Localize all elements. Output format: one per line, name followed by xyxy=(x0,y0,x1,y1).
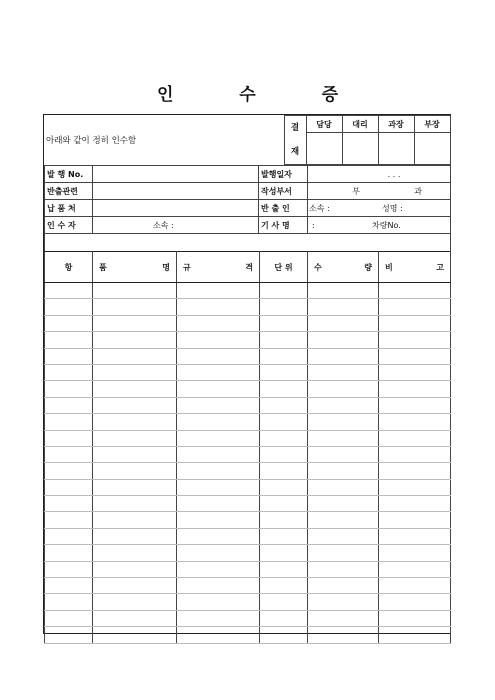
cell-remarks[interactable] xyxy=(379,332,451,348)
cell-no[interactable] xyxy=(45,627,93,643)
table-row xyxy=(45,528,451,544)
cell-item-name[interactable] xyxy=(93,332,177,348)
table-row xyxy=(45,512,451,528)
cell-quantity[interactable] xyxy=(308,348,379,364)
cell-quantity[interactable] xyxy=(308,414,379,430)
cell-no[interactable] xyxy=(45,496,93,512)
cell-quantity[interactable] xyxy=(308,364,379,380)
header-quantity xyxy=(308,252,379,283)
cell-quantity[interactable] xyxy=(308,512,379,528)
cell-quantity[interactable] xyxy=(308,332,379,348)
cell-no[interactable] xyxy=(45,561,93,577)
cell-no[interactable] xyxy=(45,479,93,495)
cell-item-name[interactable] xyxy=(93,561,177,577)
cell-quantity[interactable] xyxy=(308,610,379,626)
cell-unit[interactable] xyxy=(260,463,308,479)
cell-no[interactable] xyxy=(45,364,93,380)
signature-box-assistant-manager[interactable] xyxy=(342,133,378,165)
driver-colon: : xyxy=(312,220,315,230)
cell-remarks[interactable] xyxy=(379,545,451,561)
signature-box-staff[interactable] xyxy=(306,133,342,165)
related-field[interactable] xyxy=(93,183,259,200)
cell-spec[interactable] xyxy=(177,348,260,364)
table-row xyxy=(45,463,451,479)
cell-no[interactable] xyxy=(45,315,93,331)
cell-remarks[interactable] xyxy=(379,479,451,495)
driver-label: 기 사 명 xyxy=(259,217,308,234)
issue-no-field[interactable] xyxy=(93,166,259,183)
approval-label-bottom: 재 xyxy=(290,147,300,157)
table-row xyxy=(45,446,451,462)
cell-unit[interactable] xyxy=(260,594,308,610)
dept-field[interactable] xyxy=(308,183,451,200)
cell-unit[interactable] xyxy=(260,446,308,462)
cell-spec[interactable] xyxy=(177,397,260,413)
receiver-label: 인 수 자 xyxy=(45,217,93,234)
cell-unit[interactable] xyxy=(260,381,308,397)
cell-remarks[interactable] xyxy=(379,528,451,544)
cell-spec[interactable] xyxy=(177,364,260,380)
table-row xyxy=(45,430,451,446)
cell-unit[interactable] xyxy=(260,283,308,299)
table-row xyxy=(45,561,451,577)
cell-quantity[interactable] xyxy=(308,627,379,643)
header-spec xyxy=(177,252,260,283)
cell-quantity[interactable] xyxy=(308,479,379,495)
header-remarks xyxy=(379,252,451,283)
cell-remarks[interactable] xyxy=(379,578,451,594)
cell-remarks[interactable] xyxy=(379,299,451,315)
cell-quantity[interactable] xyxy=(308,496,379,512)
cell-item-name[interactable] xyxy=(93,479,177,495)
issue-no-label: 발 행 No. xyxy=(45,166,93,183)
cell-quantity[interactable] xyxy=(308,446,379,462)
dept-bu: 부 xyxy=(352,186,360,196)
cell-no[interactable] xyxy=(45,348,93,364)
cell-item-name[interactable] xyxy=(93,430,177,446)
header-no: 항 xyxy=(45,252,93,283)
cell-quantity[interactable] xyxy=(308,561,379,577)
approval-label-top: 결 xyxy=(290,123,300,133)
cell-remarks[interactable] xyxy=(379,315,451,331)
dept-label: 작성부서 xyxy=(259,183,308,200)
cell-remarks[interactable] xyxy=(379,283,451,299)
cell-spec[interactable] xyxy=(177,446,260,462)
table-row xyxy=(45,479,451,495)
cell-spec[interactable] xyxy=(177,528,260,544)
cell-item-name[interactable] xyxy=(93,446,177,462)
cell-remarks[interactable] xyxy=(379,348,451,364)
cell-item-name[interactable] xyxy=(93,627,177,643)
cell-no[interactable] xyxy=(45,414,93,430)
cell-remarks[interactable] xyxy=(379,561,451,577)
items-table xyxy=(44,251,451,644)
item-rows xyxy=(45,283,451,644)
cell-remarks[interactable] xyxy=(379,610,451,626)
carrier-label: 반 출 인 xyxy=(259,200,308,217)
cell-quantity[interactable] xyxy=(308,299,379,315)
cell-unit[interactable] xyxy=(260,479,308,495)
table-row xyxy=(45,315,451,331)
table-row xyxy=(45,545,451,561)
carrier-affil: 소속 : xyxy=(309,203,330,213)
cell-unit[interactable] xyxy=(260,364,308,380)
cell-quantity[interactable] xyxy=(308,315,379,331)
cell-item-name[interactable] xyxy=(93,496,177,512)
cell-no[interactable] xyxy=(45,594,93,610)
table-row xyxy=(45,594,451,610)
header-quantity-text: 수 량 xyxy=(314,262,372,272)
cell-no[interactable] xyxy=(45,397,93,413)
approval-label xyxy=(284,116,306,165)
receipt-statement: 아래와 같이 정히 인수함 xyxy=(44,116,284,165)
cell-spec[interactable] xyxy=(177,332,260,348)
cell-no[interactable] xyxy=(45,463,93,479)
cell-quantity[interactable] xyxy=(308,463,379,479)
approval-block xyxy=(44,115,451,165)
header-item-name xyxy=(93,252,177,283)
cell-spec[interactable] xyxy=(177,299,260,315)
cell-no[interactable] xyxy=(45,446,93,462)
cell-remarks[interactable] xyxy=(379,364,451,380)
table-row xyxy=(45,299,451,315)
cell-unit[interactable] xyxy=(260,315,308,331)
cell-spec[interactable] xyxy=(177,594,260,610)
table-row xyxy=(45,414,451,430)
cell-no[interactable] xyxy=(45,381,93,397)
cell-spec[interactable] xyxy=(177,610,260,626)
cell-spec[interactable] xyxy=(177,578,260,594)
cell-item-name[interactable] xyxy=(93,578,177,594)
cell-remarks[interactable] xyxy=(379,381,451,397)
document-title: 인 수 증 xyxy=(156,85,369,105)
signature-box-department-head[interactable] xyxy=(414,133,450,165)
table-row xyxy=(45,381,451,397)
cell-remarks[interactable] xyxy=(379,594,451,610)
cell-no[interactable] xyxy=(45,578,93,594)
header-spec-text: 규 격 xyxy=(183,262,253,272)
cell-spec[interactable] xyxy=(177,561,260,577)
cell-item-name[interactable] xyxy=(93,381,177,397)
table-row xyxy=(45,348,451,364)
carrier-name: 성명 : xyxy=(382,203,403,213)
cell-unit[interactable] xyxy=(260,299,308,315)
spacer-row xyxy=(45,234,451,252)
cell-remarks[interactable] xyxy=(379,496,451,512)
table-row xyxy=(45,283,451,299)
cell-quantity[interactable] xyxy=(308,578,379,594)
cell-no[interactable] xyxy=(45,430,93,446)
role-section-chief: 과장 xyxy=(378,116,414,133)
cell-remarks[interactable] xyxy=(379,397,451,413)
cell-item-name[interactable] xyxy=(93,512,177,528)
cell-remarks[interactable] xyxy=(379,512,451,528)
cell-unit[interactable] xyxy=(260,545,308,561)
cell-spec[interactable] xyxy=(177,414,260,430)
driver-field[interactable] xyxy=(308,217,451,234)
cell-spec[interactable] xyxy=(177,463,260,479)
table-row xyxy=(45,496,451,512)
role-staff: 담당 xyxy=(306,116,342,133)
cell-spec[interactable] xyxy=(177,545,260,561)
receiver-affil: 소속 : xyxy=(153,220,174,230)
header-remarks-text: 비 고 xyxy=(385,262,444,272)
cell-quantity[interactable] xyxy=(308,283,379,299)
cell-item-name[interactable] xyxy=(93,463,177,479)
cell-item-name[interactable] xyxy=(93,594,177,610)
cell-spec[interactable] xyxy=(177,283,260,299)
table-row xyxy=(45,364,451,380)
cell-no[interactable] xyxy=(45,545,93,561)
cell-unit[interactable] xyxy=(260,414,308,430)
issue-date-label: 발행일자 xyxy=(259,166,308,183)
cell-no[interactable] xyxy=(45,512,93,528)
cell-unit[interactable] xyxy=(260,561,308,577)
cell-remarks[interactable] xyxy=(379,414,451,430)
table-row xyxy=(45,610,451,626)
cell-no[interactable] xyxy=(45,528,93,544)
header-unit: 단 위 xyxy=(260,252,308,283)
cell-item-name[interactable] xyxy=(93,610,177,626)
role-department-head: 부장 xyxy=(414,116,450,133)
cell-unit[interactable] xyxy=(260,627,308,643)
cell-spec[interactable] xyxy=(177,315,260,331)
signature-box-section-chief[interactable] xyxy=(378,133,414,165)
cell-spec[interactable] xyxy=(177,479,260,495)
cell-no[interactable] xyxy=(45,283,93,299)
info-block xyxy=(44,165,451,252)
cell-remarks[interactable] xyxy=(379,446,451,462)
cell-unit[interactable] xyxy=(260,332,308,348)
cell-spec[interactable] xyxy=(177,627,260,643)
cell-unit[interactable] xyxy=(260,348,308,364)
cell-unit[interactable] xyxy=(260,512,308,528)
cell-quantity[interactable] xyxy=(308,381,379,397)
cell-unit[interactable] xyxy=(260,578,308,594)
cell-item-name[interactable] xyxy=(93,364,177,380)
issue-date-dots: . . . xyxy=(387,169,401,179)
cell-spec[interactable] xyxy=(177,512,260,528)
dept-gwa: 과 xyxy=(414,186,422,196)
cell-unit[interactable] xyxy=(260,528,308,544)
issue-date-field[interactable] xyxy=(308,166,451,183)
cell-quantity[interactable] xyxy=(308,430,379,446)
table-row xyxy=(45,578,451,594)
carrier-field[interactable] xyxy=(308,200,451,217)
role-assistant-manager: 대리 xyxy=(342,116,378,133)
receiver-field[interactable] xyxy=(93,217,259,234)
header-item-name-text: 품 명 xyxy=(99,262,170,272)
cell-spec[interactable] xyxy=(177,381,260,397)
cell-quantity[interactable] xyxy=(308,594,379,610)
cell-item-name[interactable] xyxy=(93,299,177,315)
cell-item-name[interactable] xyxy=(93,545,177,561)
cell-no[interactable] xyxy=(45,299,93,315)
cell-spec[interactable] xyxy=(177,496,260,512)
cell-no[interactable] xyxy=(45,610,93,626)
cell-item-name[interactable] xyxy=(93,348,177,364)
cell-quantity[interactable] xyxy=(308,528,379,544)
cell-unit[interactable] xyxy=(260,430,308,446)
cell-quantity[interactable] xyxy=(308,545,379,561)
cell-item-name[interactable] xyxy=(93,528,177,544)
related-label: 반출관련 xyxy=(45,183,93,200)
vehicle-no: 차량No. xyxy=(372,220,401,230)
supplier-label: 납 품 처 xyxy=(45,200,93,217)
table-row xyxy=(45,332,451,348)
cell-item-name[interactable] xyxy=(93,414,177,430)
cell-unit[interactable] xyxy=(260,496,308,512)
cell-unit[interactable] xyxy=(260,397,308,413)
cell-unit[interactable] xyxy=(260,610,308,626)
cell-no[interactable] xyxy=(45,332,93,348)
cell-remarks[interactable] xyxy=(379,463,451,479)
cell-remarks[interactable] xyxy=(379,430,451,446)
cell-item-name[interactable] xyxy=(93,315,177,331)
cell-item-name[interactable] xyxy=(93,283,177,299)
receipt-form xyxy=(43,114,451,634)
table-row xyxy=(45,627,451,643)
cell-quantity[interactable] xyxy=(308,397,379,413)
cell-spec[interactable] xyxy=(177,430,260,446)
cell-remarks[interactable] xyxy=(379,627,451,643)
table-row xyxy=(45,397,451,413)
cell-item-name[interactable] xyxy=(93,397,177,413)
supplier-field[interactable] xyxy=(93,200,259,217)
